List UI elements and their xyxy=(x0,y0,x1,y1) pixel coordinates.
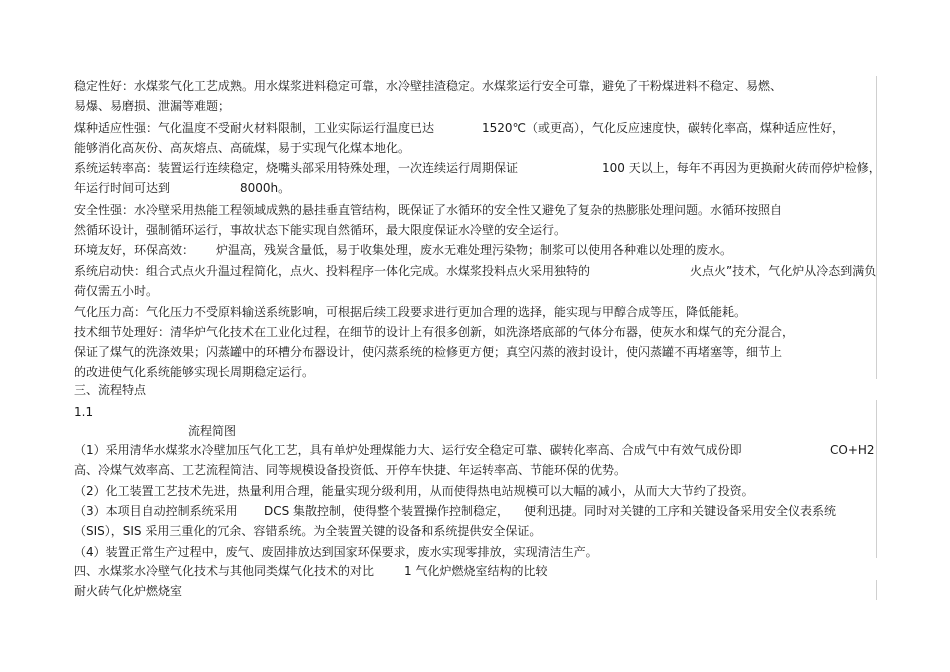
item-3-c: 便利迅捷。同时对关键的工序和关键设备采用安全仪表系统 xyxy=(524,504,837,518)
heading-4-a: 四、水煤浆水冷壁气化技术与其他同类煤气化技术的对比 xyxy=(74,564,375,578)
item-1-line-2: 高、冷煤气效率高、工艺流程简洁、同等规模设备投资低、开停车快捷、年运转率高、节能环保的优势。 xyxy=(74,463,627,477)
item-4: （4）装置正常生产过程中，废气、废固排放达到国家环保要求，废水实现零排放，实现清洁生产。 xyxy=(74,545,598,559)
coal-line-1-b: 1520℃（或更高），气化反应速度快，碳转化率高，煤种适应性好， xyxy=(482,121,845,135)
column-rule xyxy=(876,400,877,558)
startup-line-1-b: 火点火”技术，气化炉从冷态到满负 xyxy=(690,264,877,278)
item-2: （2）化工装置工艺技术先进，热量利用合理，能量实现分级利用，从而使得热电站规模可以大幅的减小，从而大大节约了投资。 xyxy=(74,484,754,498)
availability-line-1-b: 100 天以上，每年不再因为更换耐火砖而停炉检修， xyxy=(602,161,881,175)
stability-line-1: 稳定性好：水煤浆气化工艺成熟。用水煤浆进料稳定可靠，水冷壁挂渣稳定。水煤浆运行安全可靠，避免了干粉煤进料不稳定、易燃、 xyxy=(74,79,783,93)
flow-title: 流程简图 xyxy=(188,424,237,438)
last-line: 耐火砖气化炉燃烧室 xyxy=(74,584,183,598)
availability-line-2-b: 8000h。 xyxy=(240,181,291,195)
column-rule xyxy=(876,580,877,600)
column-rule xyxy=(876,76,877,379)
stability-line-2: 易爆、易磨损、泄漏等难题； xyxy=(74,99,231,113)
item-1-b: CO+H2 xyxy=(830,443,875,457)
availability-line-1-a: 系统运转率高：装置运行连续稳定，烧嘴头部采用特殊处理，一次连续运行周期保证 xyxy=(74,161,519,175)
safety-line-1: 安全性强：水冷壁采用热能工程领域成熟的悬挂垂直管结构，既保证了水循环的安全性又避免了复杂的热膨胀处理问题。水循环按照自 xyxy=(74,203,783,217)
availability-line-2-a: 年运行时间可达到 xyxy=(74,181,171,195)
sub-number: 1.1 xyxy=(74,405,94,419)
detail-line-1: 技术细节处理好：清华炉气化技术在工业化过程，在细节的设计上有很多创新，如洗涤塔底部的气体分布器，使灰水和煤气的充分混合， xyxy=(74,325,795,339)
heading-4-b: 1 气化炉燃烧室结构的比较 xyxy=(404,564,548,578)
env-line-1-b: 炉温高，残炭含量低，易于收集处理，废水无难处理污染物；制浆可以使用各种难以处理的废水。 xyxy=(216,243,733,257)
heading-3: 三、流程特点 xyxy=(74,383,147,397)
env-line-1-a: 环境友好，环保高效： xyxy=(74,243,195,257)
pressure-line-1: 气化压力高：气化压力不受原料输送系统影响，可根据后续工段要求进行更加合理的选择，能实现与甲醇合成等压，降低能耗。 xyxy=(74,305,747,319)
coal-line-2: 能够消化高灰份、高灰熔点、高硫煤，易于实现气化煤本地化。 xyxy=(74,141,411,155)
safety-line-2: 然循环设计，强制循环运行，事故状态下能实现自然循环，最大限度保证水冷壁的安全运行。 xyxy=(74,223,567,237)
detail-line-3: 的改进使气化系统能够实现长周期稳定运行。 xyxy=(74,365,315,379)
item-3-a: （3）本项目自动控制系统采用 xyxy=(74,504,238,518)
coal-line-1-a: 煤种适应性强：气化温度不受耐火材料限制，工业实际运行温度已达 xyxy=(74,121,435,135)
startup-line-2: 荷仅需五小时。 xyxy=(74,284,159,298)
detail-line-2: 保证了煤气的洗涤效果；闪蒸罐中的环槽分布器设计，使闪蒸系统的检修更方便；真空闪蒸的液封设计，使闪蒸罐不再堵塞等，细节上 xyxy=(74,345,783,359)
item-1-a: （1）采用清华水煤浆水冷壁加压气化工艺，具有单炉处理煤能力大、运行安全稳定可靠、碳转化率高、合成气中有效气成份即 xyxy=(74,443,742,457)
item-3-b: DCS 集散控制，使得整个装置操作控制稳定， xyxy=(264,504,510,518)
startup-line-1-a: 系统启动快：组合式点火升温过程简化，点火、投料程序一体化完成。水煤浆投料点火采用独特的 xyxy=(74,264,591,278)
item-3-line-2: （SIS），SIS 采用三重化的冗余、容错系统。为全装置关键的设备和系统提供安全保证。 xyxy=(74,524,542,538)
